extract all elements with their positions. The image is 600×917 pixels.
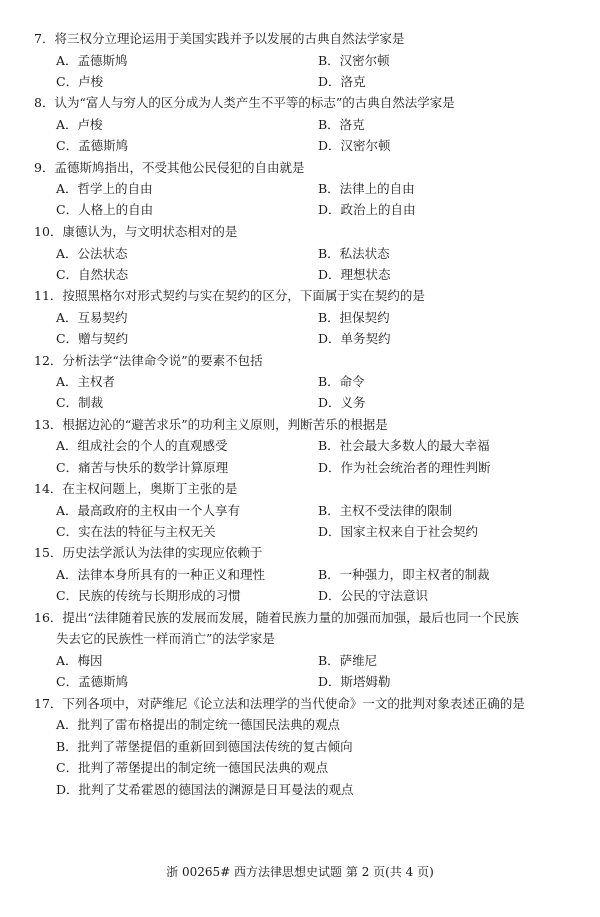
question-7-stem: 7．将三权分立理论运用于美国实践并予以发展的古典自然法学家是 — [34, 31, 405, 46]
question-16-stem-line-2: 失去它的民族性一样而消亡”的法学家是 — [56, 631, 275, 646]
question-10-option-d: D．理想状态 — [318, 267, 391, 282]
question-13-option-a: A．组成社会的个人的直观感受 — [56, 438, 228, 453]
question-12-option-a: A．主权者 — [56, 374, 116, 389]
question-7-option-d: D．洛克 — [318, 74, 366, 89]
question-11-option-c: C．赠与契约 — [56, 331, 129, 346]
question-9-option-d: D．政治上的自由 — [318, 202, 416, 217]
question-8-option-c: C．孟德斯鸠 — [56, 138, 129, 153]
question-7-option-b: B．汉密尔顿 — [318, 53, 390, 68]
question-8-option-d: D．汉密尔顿 — [318, 138, 391, 153]
question-15-option-d: D．公民的守法意识 — [318, 588, 429, 603]
question-12-option-c: C．制裁 — [56, 395, 104, 410]
question-16-option-a: A．梅因 — [56, 653, 103, 668]
question-8-stem: 8．认为“富人与穷人的区分成为人类产生不平等的标志”的古典自然法学家是 — [34, 95, 455, 110]
question-14-stem: 14．在主权问题上，奥斯丁主张的是 — [34, 481, 238, 496]
question-15-option-c: C．民族的传统与长期形成的习惯 — [56, 588, 241, 603]
question-13-option-c: C．痛苦与快乐的数学计算原理 — [56, 460, 229, 475]
question-17-stem: 17．下列各项中，对萨维尼《论立法和法理学的当代使命》一文的批判对象表述正确的是 — [34, 696, 525, 711]
question-15-option-b: B．一种强力，即主权者的制裁 — [318, 567, 490, 582]
question-9-option-c: C．人格上的自由 — [56, 202, 154, 217]
question-9-stem: 9．孟德斯鸠指出，不受其他公民侵犯的自由就是 — [34, 160, 305, 175]
question-11-option-a: A．互易契约 — [56, 310, 128, 325]
question-10-option-c: C．自然状态 — [56, 267, 129, 282]
question-9-option-a: A．哲学上的自由 — [56, 181, 153, 196]
question-16-stem-line-1: 16．提出“法律随着民族的发展而发展，随着民族力量的加强而加强，最后也同一个民族 — [34, 610, 519, 625]
question-16-option-b: B．萨维尼 — [318, 653, 378, 668]
question-15-option-a: A．法律本身所具有的一种正义和理性 — [56, 567, 266, 582]
question-10-option-a: A．公法状态 — [56, 246, 128, 261]
question-17-option-d: D．批判了艾希霍恩的德国法的渊源是日耳曼法的观点 — [56, 782, 354, 797]
question-12-option-d: D．义务 — [318, 395, 366, 410]
question-17-option-b: B．批判了蒂堡提倡的重新回到德国法传统的复古倾向 — [56, 739, 353, 754]
question-13-option-b: B．社会最大多数人的最大幸福 — [318, 438, 490, 453]
question-13-option-d: D．作为社会统治者的理性判断 — [318, 460, 491, 475]
question-12-option-b: B．命令 — [318, 374, 365, 389]
question-10-stem: 10．康德认为，与文明状态相对的是 — [34, 224, 238, 239]
question-13-stem: 13．根据边沁的“避苦求乐”的功利主义原则，判断苦乐的根据是 — [34, 417, 388, 432]
question-11-stem: 11．按照黑格尔对形式契约与实在契约的区分，下面属于实在契约的是 — [34, 288, 425, 303]
question-11-option-d: D．单务契约 — [318, 331, 391, 346]
page-footer: 浙 00265# 西方法律思想史试题 第 2 页(共 4 页) — [166, 865, 434, 879]
question-16-option-c: C．孟德斯鸠 — [56, 674, 129, 689]
question-8-option-a: A．卢梭 — [56, 117, 103, 132]
question-10-option-b: B．私法状态 — [318, 246, 390, 261]
question-8-option-b: B．洛克 — [318, 117, 365, 132]
question-12-stem: 12．分析法学“法律命令说”的要素不包括 — [34, 353, 263, 368]
question-9-option-b: B．法律上的自由 — [318, 181, 415, 196]
question-15-stem: 15．历史法学派认为法律的实现应依赖于 — [34, 545, 263, 560]
question-14-option-c: C．实在法的特征与主权无关 — [56, 524, 216, 539]
question-17-option-c: C．批判了蒂堡提出的制定统一德国民法典的观点 — [56, 760, 329, 775]
question-17-option-a: A．批判了雷布格提出的制定统一德国民法典的观点 — [56, 717, 341, 732]
question-14-option-b: B．主权不受法律的限制 — [318, 503, 453, 518]
question-14-option-d: D．国家主权来自于社会契约 — [318, 524, 479, 539]
question-11-option-b: B．担保契约 — [318, 310, 390, 325]
question-14-option-a: A．最高政府的主权由一个人享有 — [56, 503, 241, 518]
question-7-option-c: C．卢梭 — [56, 74, 104, 89]
question-16-option-d: D．斯塔姆勒 — [318, 674, 391, 689]
question-7-option-a: A．孟德斯鸠 — [56, 53, 128, 68]
